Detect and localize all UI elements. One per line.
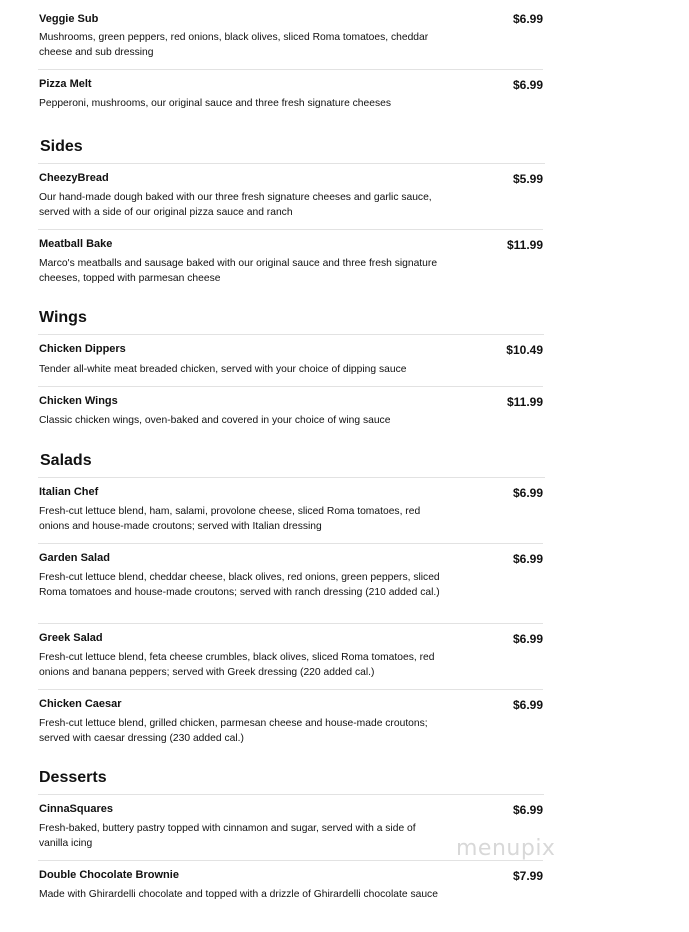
menu-item <box>38 335 543 387</box>
menu-item <box>38 70 543 122</box>
item-description: Fresh-cut lettuce blend, feta cheese crumbles, black olives, sliced Roma tomatoes, red onions and banana peppers; served with Greek dressing (220 added cal.) <box>39 652 435 678</box>
section-desserts <box>0 762 689 921</box>
menu-item <box>38 387 543 441</box>
item-price: $6.99 <box>512 78 543 92</box>
item-name: Pizza Melt <box>39 78 92 90</box>
section-title: Desserts <box>38 762 544 795</box>
menu-item <box>38 164 543 230</box>
item-price: $6.99 <box>512 552 543 566</box>
item-price: $11.99 <box>506 238 543 252</box>
item-name: Italian Chef <box>39 486 99 498</box>
menu-item <box>38 690 543 758</box>
item-name: Meatball Bake <box>39 238 113 250</box>
item-price: $6.99 <box>512 486 543 500</box>
item-description: Marco's meatballs and sausage baked with our original sauce and three fresh signature cheeses, topped with parmesan cheese <box>39 258 438 284</box>
section-salads <box>0 445 689 758</box>
section-subs <box>0 0 689 122</box>
menu-item <box>38 544 543 624</box>
item-name: Chicken Caesar <box>39 698 122 710</box>
item-description: Fresh-cut lettuce blend, cheddar cheese, black olives, red onions, green peppers, sliced Roma tomatoes and house-made croutons; served with ranch dressing (210 added cal.) <box>39 572 440 598</box>
item-price: $6.99 <box>512 803 543 817</box>
item-description: Pepperoni, mushrooms, our original sauce and three fresh signature cheeses <box>39 98 392 109</box>
item-description: Fresh-cut lettuce blend, grilled chicken, parmesan cheese and house-made croutons; served with caesar dressing (230 added cal.) <box>39 718 428 744</box>
item-price: $7.99 <box>512 869 543 883</box>
item-name: CinnaSquares <box>39 803 113 815</box>
item-price: $6.99 <box>512 632 543 646</box>
menu-item <box>38 861 543 921</box>
menu-item <box>38 624 543 690</box>
section-title: Salads <box>38 445 545 478</box>
item-name: Double Chocolate Brownie <box>39 869 179 881</box>
section-sides <box>0 131 689 298</box>
item-name: Chicken Dippers <box>39 343 126 355</box>
item-price: $10.49 <box>506 343 543 357</box>
item-description: Fresh-baked, buttery pastry topped with cinnamon and sugar, served with a side of vanilla icing <box>39 823 416 849</box>
item-name: Veggie Sub <box>39 13 99 25</box>
menu-item <box>38 0 543 70</box>
item-description: Fresh-cut lettuce blend, ham, salami, provolone cheese, sliced Roma tomatoes, red onions and house-made croutons; served with Italian dressing <box>39 506 421 532</box>
item-price: $6.99 <box>512 12 543 26</box>
section-title: Wings <box>38 302 544 335</box>
item-name: Garden Salad <box>39 552 110 564</box>
item-description: Mushrooms, green peppers, red onions, black olives, sliced Roma tomatoes, cheddar cheese and sub dressing <box>39 32 429 58</box>
menu-item <box>38 230 543 298</box>
section-wings <box>0 302 689 441</box>
watermark-logo: menupix <box>456 836 556 861</box>
section-title: Sides <box>38 131 545 164</box>
item-description: Made with Ghirardelli chocolate and topped with a drizzle of Ghirardelli chocolate sauce <box>39 889 438 900</box>
item-description: Our hand-made dough baked with our three fresh signature cheeses and garlic sauce, served with a side of our original pizza sauce and ranch <box>39 192 432 218</box>
item-price: $6.99 <box>512 698 543 712</box>
item-description: Tender all-white meat breaded chicken, served with your choice of dipping sauce <box>39 364 407 375</box>
item-price: $5.99 <box>512 172 543 186</box>
item-description: Classic chicken wings, oven-baked and covered in your choice of wing sauce <box>39 415 391 426</box>
menu-item <box>38 478 543 544</box>
item-name: Greek Salad <box>39 632 103 644</box>
item-name: Chicken Wings <box>39 395 118 407</box>
item-price: $11.99 <box>506 395 543 409</box>
item-name: CheezyBread <box>39 172 109 184</box>
